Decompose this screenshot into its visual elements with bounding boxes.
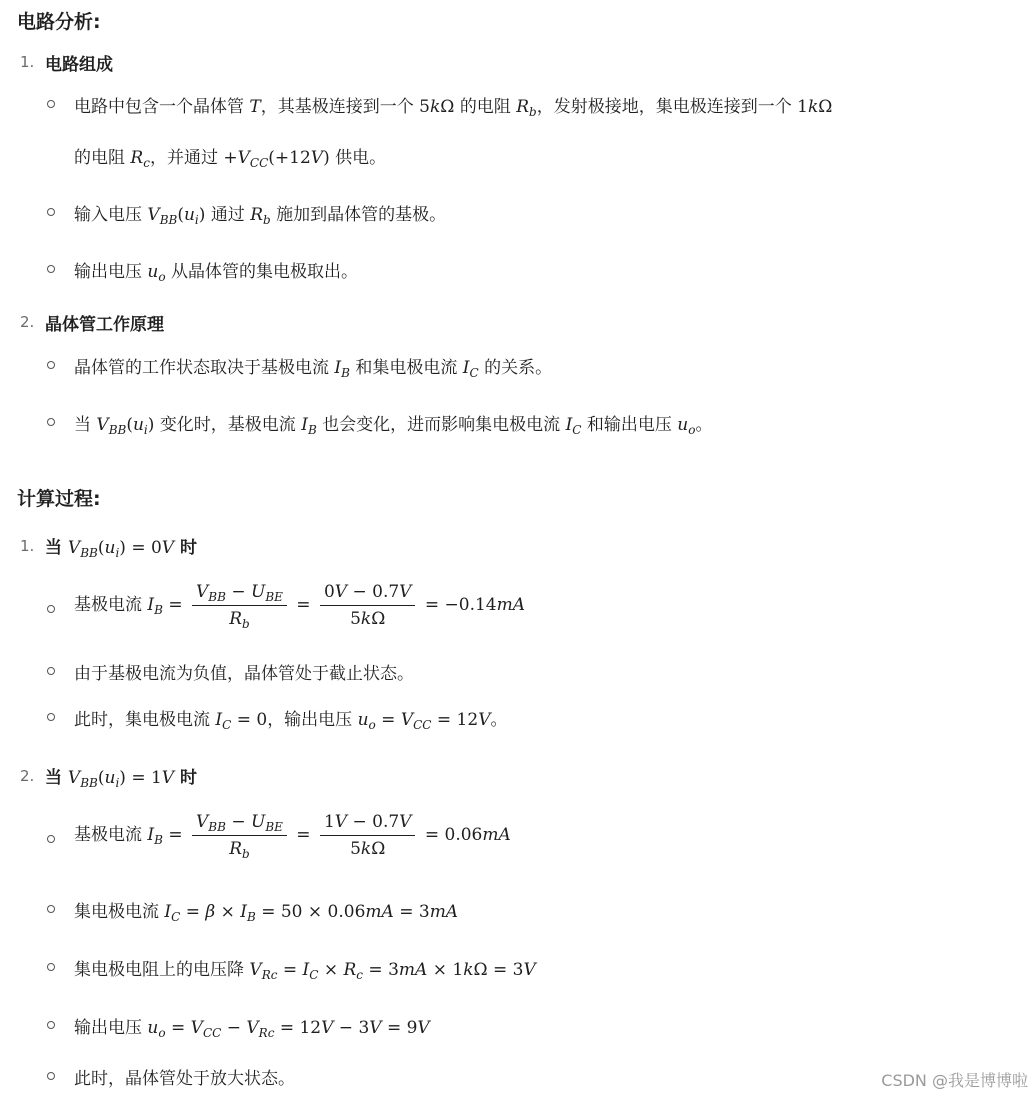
text-line: 当 $V_{BB}(u_i)$ 变化时，基极电流 $I_B$ 也会变化，进而影响集电极电流 $I_C$ 和输出电压 $u_o$。	[74, 415, 713, 437]
bullet-icon	[47, 418, 55, 426]
bullet-icon	[47, 1072, 55, 1080]
text-line: 由于基极电流为负值，晶体管处于截止状态。	[74, 664, 414, 684]
equation-vrc: 集电极电阻上的电压降 $V_{Rc} = I_C \times R_c = 3mA \times 1k\Omega = 3V$	[74, 960, 536, 982]
text-line: 电路中包含一个晶体管 T，其基极连接到一个 5kΩ 的电阻 $R_b$，发射极接地，集电极连接到一个 1kΩ	[74, 97, 833, 119]
text-line: 输入电压 $V_{BB}(u_i)$ 通过 $R_b$ 施加到晶体管的基极。	[74, 205, 447, 227]
bullet-icon	[47, 265, 55, 273]
subheading-case-0v: 当 $V_{BB}(u_i) = 0V$ 时	[45, 538, 197, 560]
text-line: 晶体管的工作状态取决于基极电流 $I_B$ 和集电极电流 $I_C$ 的关系。	[74, 358, 553, 380]
list-number: 2.	[20, 313, 35, 331]
equation-uo: 输出电压 $u_o = V_{CC} - V_{Rc} = 12V - 3V = 9V$	[74, 1018, 430, 1040]
bullet-icon	[47, 835, 55, 843]
equation-ib-case2: 基极电流 $I_B$ = $\frac{V_{BB} - U_{BE}}{R_b}$ = $\frac{1V - 0.7V}{5k\Omega}$ = 0.06mA	[74, 812, 511, 861]
equation-ic: 集电极电流 $I_C = \beta \times I_B = 50 \times 0.06mA = 3mA$	[74, 902, 459, 924]
text-line: 此时，集电极电流 $I_C = 0$，输出电压 $u_o = V_{CC} = 12V$。	[74, 710, 508, 732]
bullet-icon	[47, 905, 55, 913]
subheading-transistor-principle: 晶体管工作原理	[45, 315, 164, 335]
bullet-icon	[47, 208, 55, 216]
section-title-calculation: 计算过程:	[17, 488, 101, 510]
list-number: 1.	[20, 537, 35, 555]
text-line: 输出电压 $u_o$ 从晶体管的集电极取出。	[74, 262, 358, 284]
bullet-icon	[47, 605, 55, 613]
bullet-icon	[47, 963, 55, 971]
bullet-icon	[47, 1021, 55, 1029]
list-number: 1.	[20, 53, 35, 71]
section-title-analysis: 电路分析:	[17, 11, 101, 33]
equation-ib-case1: 基极电流 $I_B$ = $\frac{V_{BB} - U_{BE}}{R_b}$ = $\frac{0V - 0.7V}{5k\Omega}$ = −0.14mA	[74, 582, 526, 631]
subheading-case-1v: 当 $V_{BB}(u_i) = 1V$ 时	[45, 768, 197, 790]
subheading-circuit-composition: 电路组成	[45, 55, 113, 75]
bullet-icon	[47, 713, 55, 721]
text-line: 的电阻 $R_c$，并通过 $+V_{CC}(+12V)$ 供电。	[74, 148, 387, 170]
bullet-icon	[47, 361, 55, 369]
watermark: CSDN @我是博博啦	[881, 1071, 1028, 1090]
list-number: 2.	[20, 767, 35, 785]
bullet-icon	[47, 100, 55, 108]
text-line: 此时，晶体管处于放大状态。	[74, 1069, 295, 1089]
bullet-icon	[47, 667, 55, 675]
